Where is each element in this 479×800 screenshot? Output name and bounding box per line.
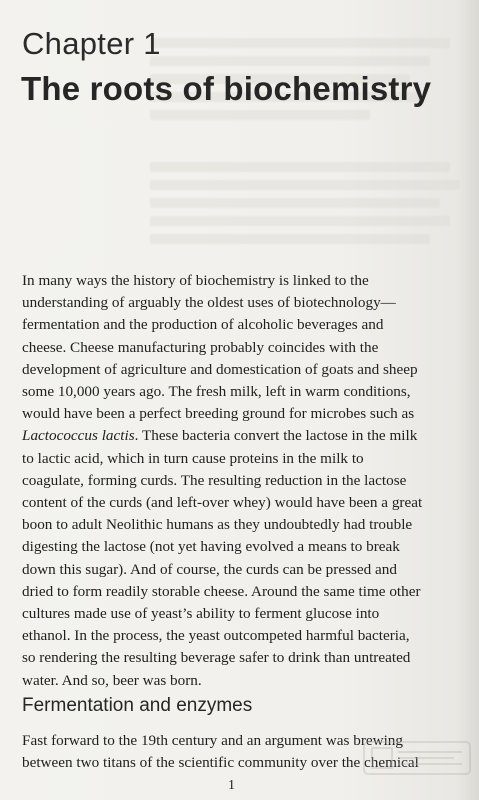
text-line: understanding of arguably the oldest uses of biotechnology—: [22, 294, 396, 312]
text-line: some 10,000 years ago. The fresh milk, left in warm conditions,: [22, 383, 411, 401]
text-line: down this sugar). And of course, the curds can be pressed and: [22, 560, 397, 578]
watermark-stamp-icon: [362, 738, 472, 778]
text-line: development of agriculture and domestication of goats and sheep: [22, 360, 418, 378]
species-name: Lactococcus lactis: [22, 427, 135, 445]
text-line: fermentation and the production of alcoholic beverages and: [22, 316, 384, 334]
text-line: content of the curds (and left-over whey) would have been a great: [22, 494, 423, 512]
text-line: ethanol. In the process, the yeast outcompeted harmful bacteria,: [22, 627, 410, 645]
text-line: coagulate, forming curds. The resulting reduction in the lactose: [22, 471, 407, 489]
text-line: In many ways the history of biochemistry is linked to the: [22, 272, 369, 289]
text-line: boon to adult Neolithic humans as they undoubtedly had trouble: [22, 516, 413, 534]
text-line: water. And so, beer was born.: [22, 671, 202, 689]
text-line: between two titans of the scientific community over the chemical: [22, 754, 419, 772]
text-line-rest: . These bacteria convert the lactose in the milk: [134, 427, 418, 445]
section-heading: Fermentation and enzymes: [22, 695, 253, 716]
bleed-through-text: [150, 30, 470, 252]
text-line: dried to form readily storable cheese. Around the same time other: [22, 582, 421, 600]
page-number: 1: [228, 778, 235, 793]
text-line: to lactic acid, which in turn cause proteins in the milk to: [22, 449, 364, 467]
text-line-with-italic: [22, 425, 462, 447]
text-line: cheese. Cheese manufacturing probably coincides with the: [22, 338, 379, 356]
text-line: so rendering the resulting beverage safer to drink than untreated: [22, 649, 411, 667]
body-paragraph: [22, 270, 462, 692]
text-line: would have been a perfect breeding ground for microbes such as: [22, 405, 415, 423]
chapter-title: The roots of biochemistry: [21, 70, 432, 107]
chapter-label: Chapter 1: [22, 26, 161, 61]
page-edge-shadow: [457, 0, 479, 800]
text-line: cultures made use of yeast’s ability to ferment glucose into: [22, 605, 380, 623]
text-line: Fast forward to the 19th century and an argument was brewing: [22, 732, 403, 749]
text-line: digesting the lactose (not yet having evolved a means to break: [22, 538, 400, 556]
